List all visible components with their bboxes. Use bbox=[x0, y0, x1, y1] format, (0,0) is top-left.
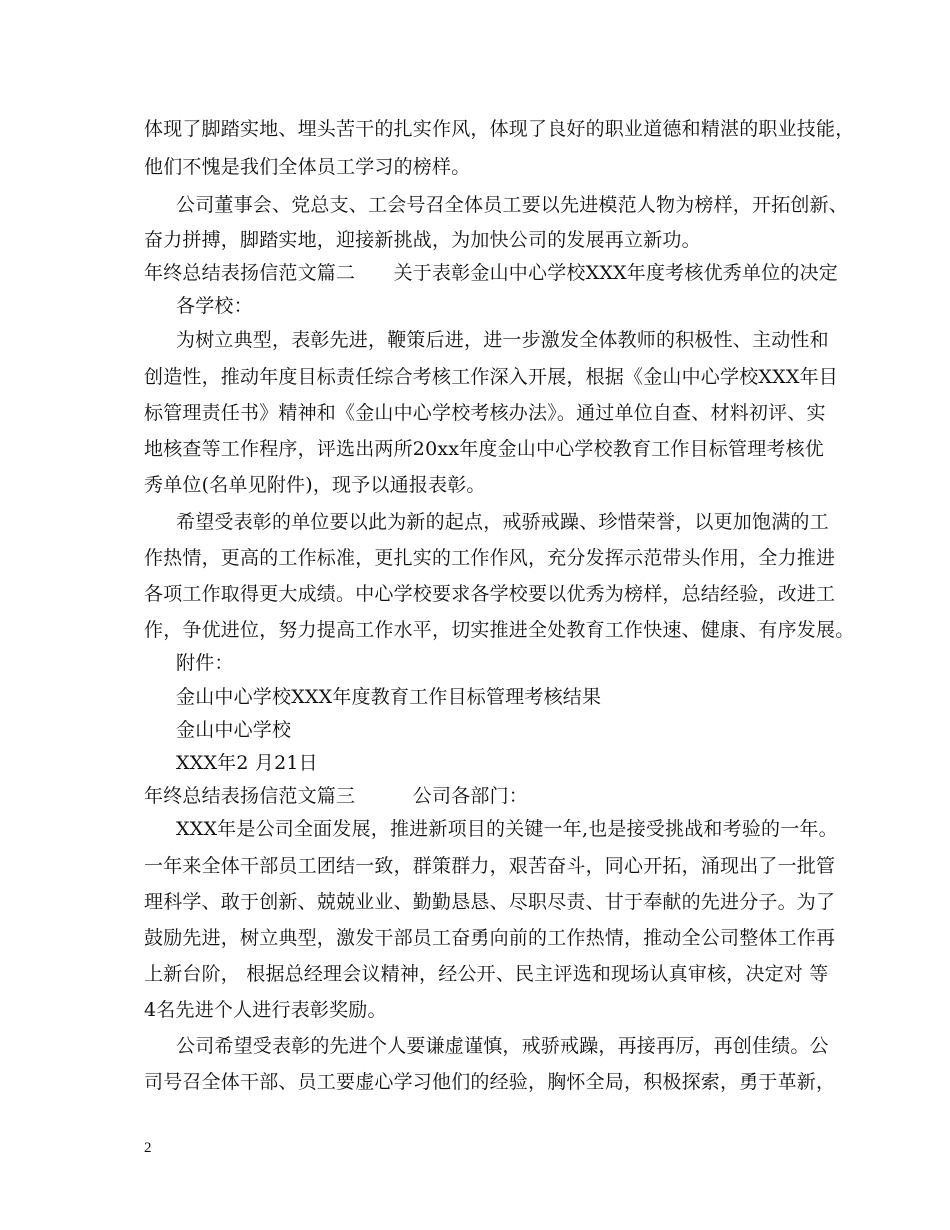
text-line: 各项工作取得更大成绩。中心学校要求各学校要以优秀为榜样，总结经验，改进工 bbox=[144, 583, 836, 605]
text-line: 奋力拼搏，脚踏实地，迎接新挑战，为加快公司的发展再立新功。 bbox=[144, 229, 701, 251]
text-line: 他们不愧是我们全体员工学习的榜样。 bbox=[144, 156, 471, 178]
text-line: 公司董事会、党总支、工会号召全体员工要以先进模范人物为榜样，开拓创新、 bbox=[176, 194, 849, 216]
text-line: 希望受表彰的单位要以此为新的起点，戒骄戒躁、珍惜荣誉，以更加饱满的工 bbox=[176, 511, 829, 533]
text-line: 司号召全体干部、员工要虚心学习他们的经验，胸怀全局，积极探索，勇于革新， bbox=[144, 1071, 836, 1093]
text-line: 附件： bbox=[176, 652, 234, 674]
text-line: XXX年2 月21日 bbox=[176, 752, 318, 774]
text-line: 一年来全体干部员工团结一致，群策群力，艰苦奋斗，同心开拓，涌现出了一批管 bbox=[144, 855, 836, 877]
text-line: 地核查等工作程序，评选出两所20xx年度金山中心学校教育工作目标管理考核优 bbox=[144, 438, 825, 460]
text-line: 金山中心学校 bbox=[176, 719, 292, 741]
text-line: 公司希望受表彰的先进个人要谦虚谨慎，戒骄戒躁，再接再厉，再创佳绩。公 bbox=[176, 1035, 829, 1057]
text-line: 作，争优进位，努力提高工作水平，切实推进全处教育工作快速、健康、有序发展。 bbox=[144, 619, 855, 641]
text-line: 上新台阶， 根据总经理会议精神，经公开、民主评选和现场认真审核，决定对 等 bbox=[144, 963, 829, 985]
text-line: 标管理责任书》精神和《金山中心学校考核办法》。通过单位自查、材料初评、实 bbox=[144, 402, 826, 424]
text-line: 秀单位(名单见附件)，现予以通报表彰。 bbox=[144, 474, 486, 496]
text-line: 为树立典型，表彰先进，鞭策后进，进一步激发全体教师的积极性、主动性和 bbox=[176, 329, 829, 351]
section-heading: 年终总结表扬信范文篇三 公司各部门： bbox=[144, 785, 529, 807]
text-line: 理科学、敢于创新、兢兢业业、勤勤恳恳、尽职尽责、甘于奉献的先进分子。为了 bbox=[144, 891, 836, 913]
text-line: 金山中心学校XXX年度教育工作目标管理考核结果 bbox=[176, 686, 602, 708]
text-line: 鼓励先进，树立典型，激发干部员工奋勇向前的工作热情，推动全公司整体工作再 bbox=[144, 927, 836, 949]
text-line: XXX年是公司全面发展，推进新项目的关键一年,也是接受挑战和考验的一年。 bbox=[176, 818, 838, 840]
text-line: 体现了脚踏实地、埋头苦干的扎实作风，体现了良好的职业道德和精湛的职业技能， bbox=[144, 118, 855, 140]
text-line: 4名先进个人进行表彰奖励。 bbox=[144, 999, 387, 1021]
text-line: 作热情，更高的工作标准，更扎实的工作作风，充分发挥示范带头作用，全力推进 bbox=[144, 547, 836, 569]
page-number: 2 bbox=[144, 1140, 152, 1156]
section-heading: 年终总结表扬信范文篇二 关于表彰金山中心学校XXX年度考核优秀单位的决定 bbox=[144, 262, 838, 284]
text-line: 各学校： bbox=[176, 295, 253, 317]
text-line: 创造性，推动年度目标责任综合考核工作深入开展，根据《金山中心学校XXX年目 bbox=[144, 366, 838, 388]
